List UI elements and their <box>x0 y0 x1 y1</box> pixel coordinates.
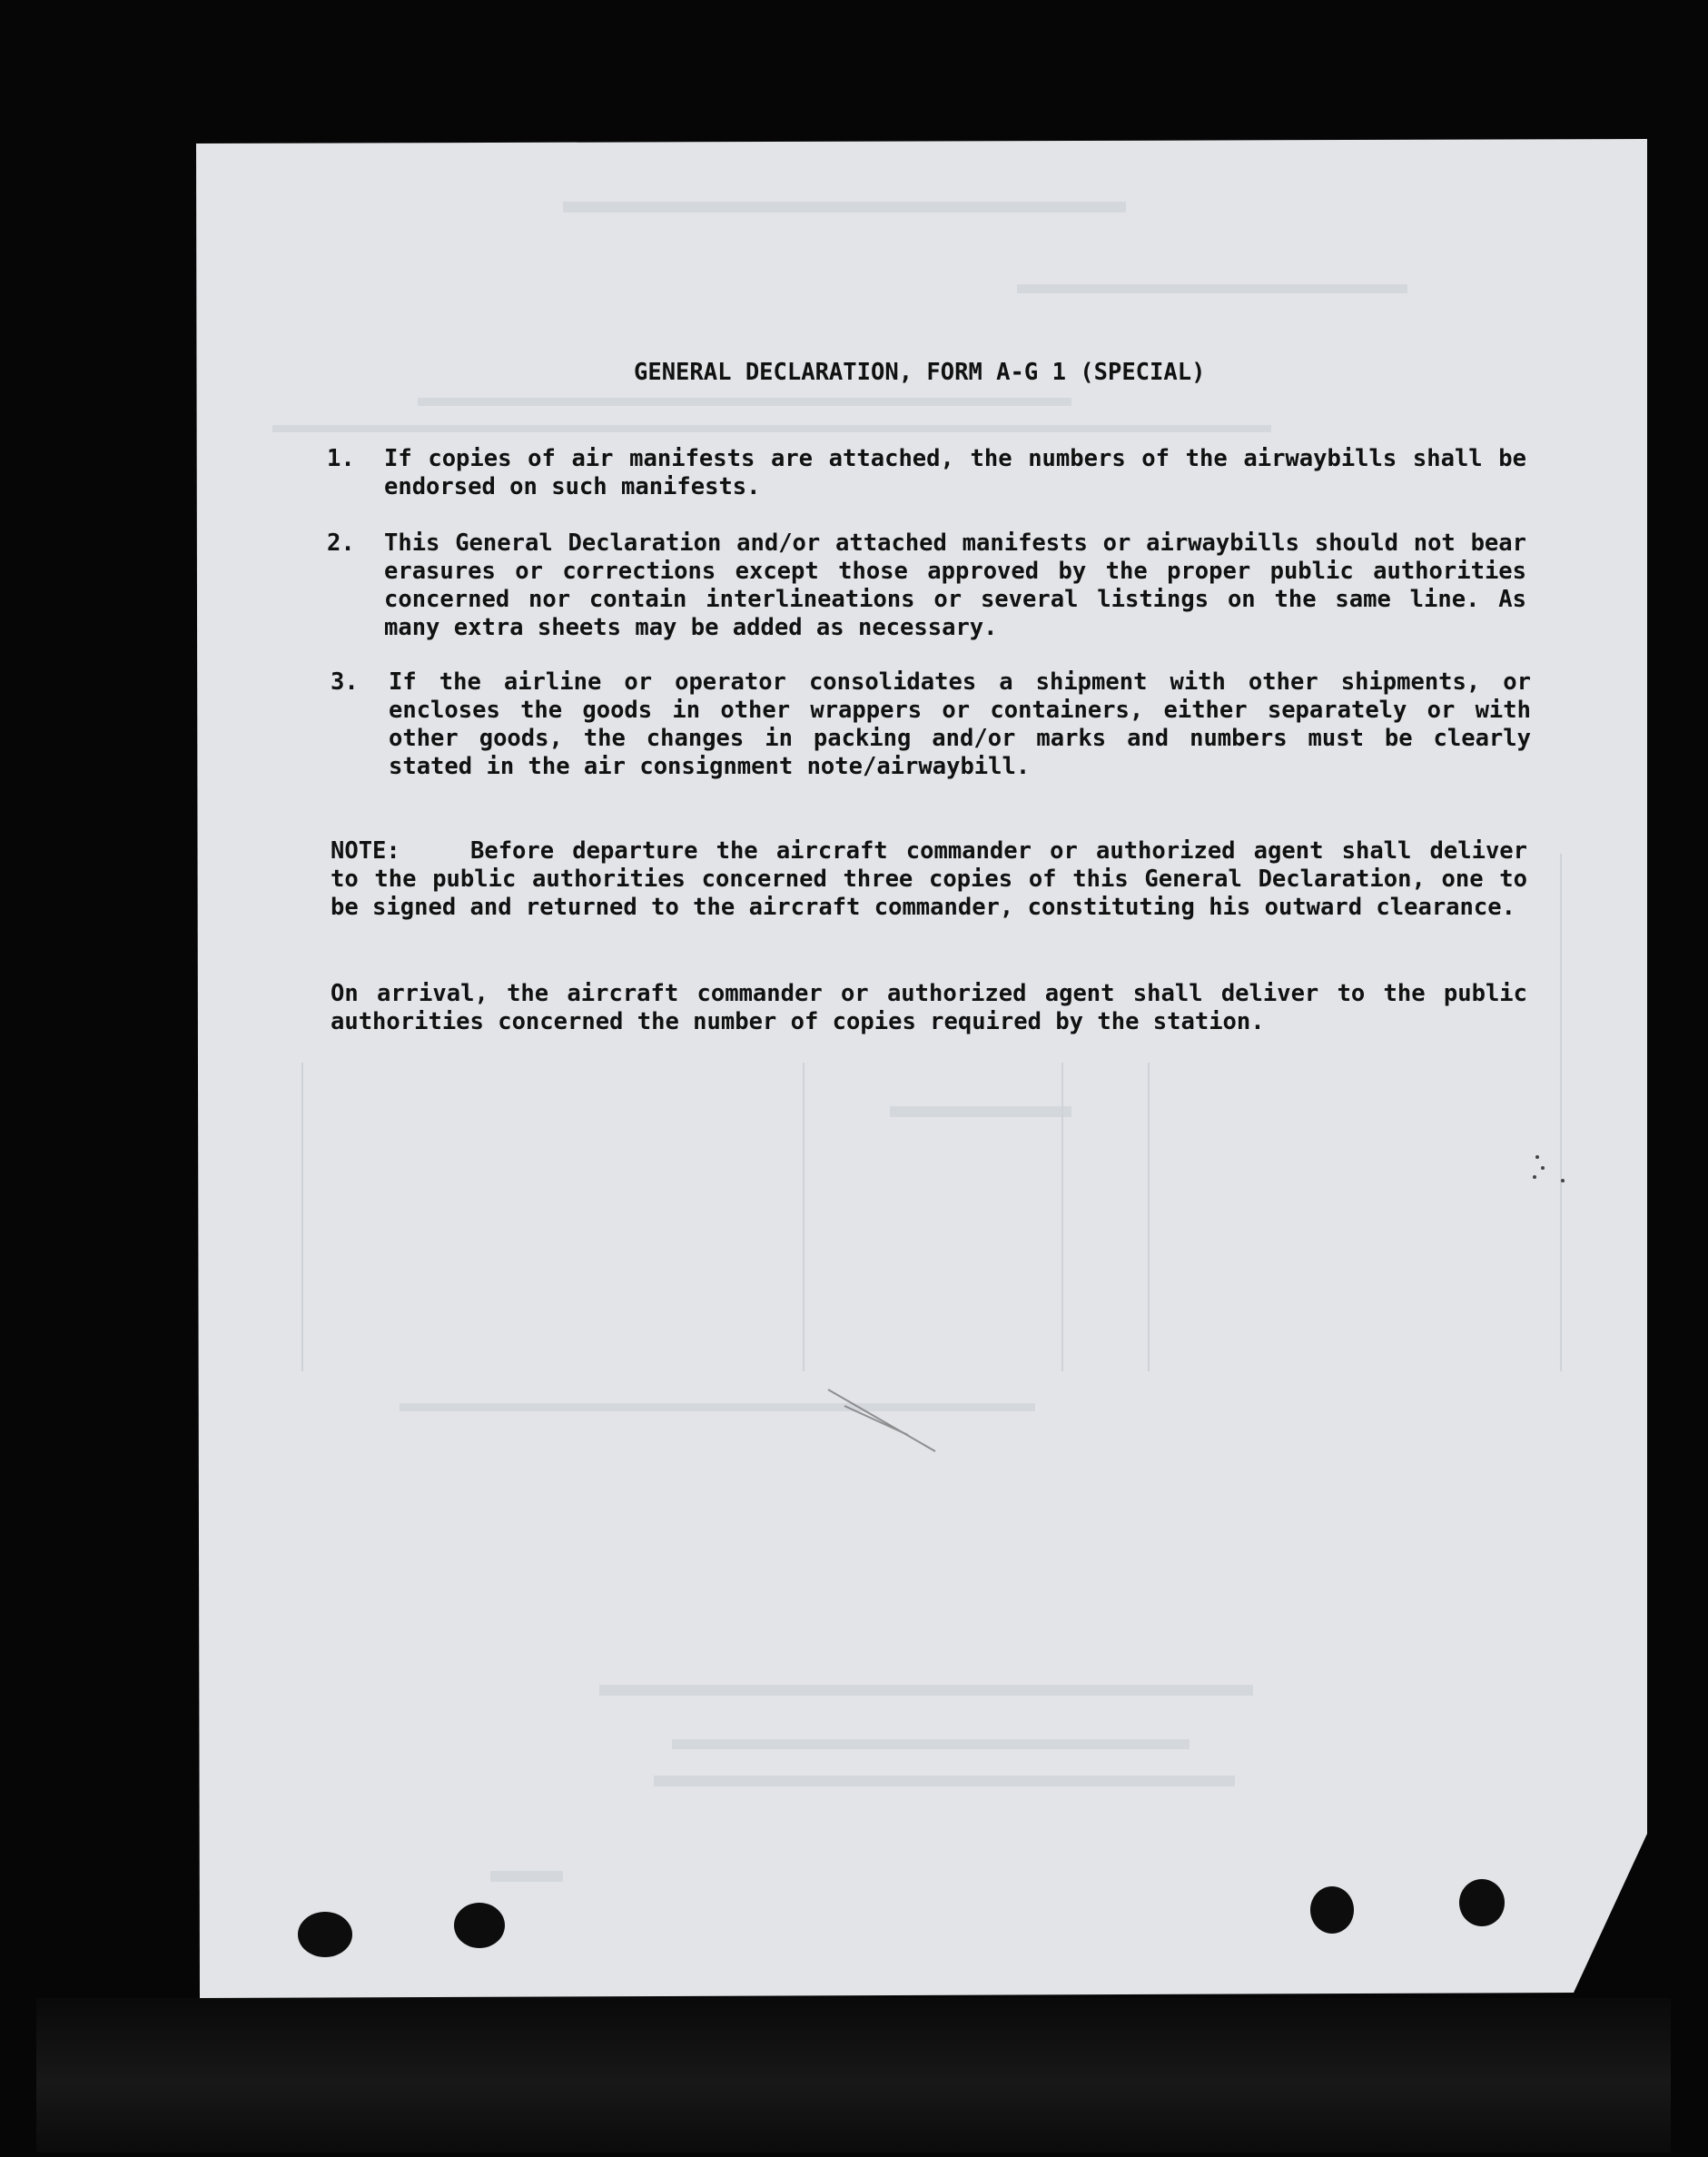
list-item: This General Declaration and/or attached manifests or airwaybills should not bear erasures or corrections except those approved by the proper public authorities concerned nor contain interlineations or several listings on the same line. As many extra sheets may be added as necessary. <box>384 529 1526 641</box>
note-paragraph <box>331 837 1527 922</box>
list-item: If copies of air manifests are attached, the numbers of the airwaybills shall be endorsed on such manifests. <box>384 445 1526 500</box>
document-title: GENERAL DECLARATION, FORM A-G 1 (SPECIAL) <box>634 359 1206 386</box>
punch-hole-right-1 <box>1310 1886 1354 1934</box>
item-number: 1. <box>327 445 355 472</box>
punch-hole-left-1 <box>298 1912 352 1957</box>
punch-hole-right-2 <box>1459 1879 1505 1926</box>
note-label: NOTE: <box>331 837 400 865</box>
arrival-paragraph: On arrival, the aircraft commander or authorized agent shall deliver to the public authorities concerned the number of copies required by the station. <box>331 980 1527 1035</box>
punch-hole-left-2 <box>454 1903 505 1948</box>
note-text: Before departure the aircraft commander or authorized agent shall deliver to the public authorities concerned three copies of this General Declaration, one to be signed and returned to the aircraft commander, constituting his outward clearance. <box>331 837 1527 921</box>
item-number: 2. <box>327 529 355 557</box>
list-item: If the airline or operator consolidates a shipment with other shipments, or encloses the goods in other wrappers or containers, either separately or with other goods, the changes in packing and/or marks and numbers must be clearly stated in the air consignment note/airwaybill. <box>389 668 1531 780</box>
item-number: 3. <box>331 668 359 696</box>
